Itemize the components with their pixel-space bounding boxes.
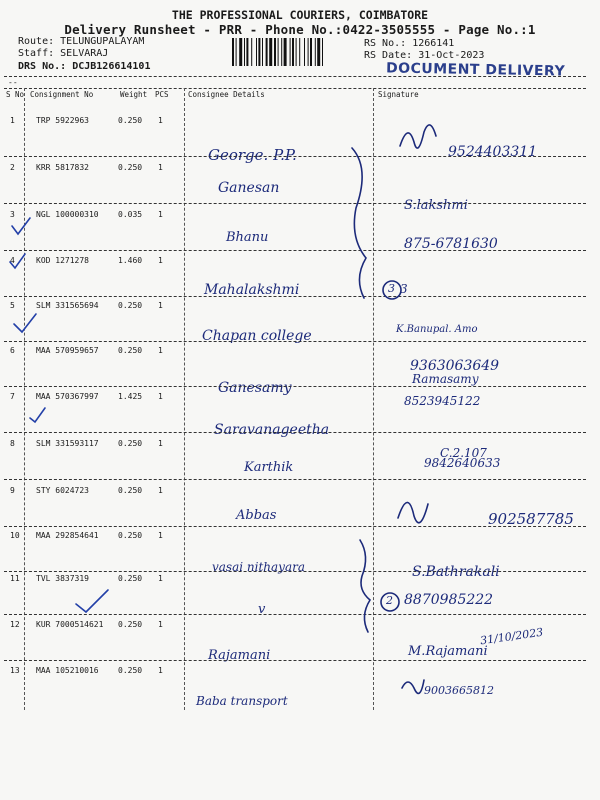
row-pcs: 1 <box>158 256 163 265</box>
row-weight: 0.250 <box>118 486 143 495</box>
row-sno: 10 <box>10 531 20 540</box>
row-sno: 5 <box>10 301 15 310</box>
row-consignee: Rajamani <box>208 648 271 663</box>
brackets <box>352 148 370 632</box>
row-sno: 12 <box>10 620 20 629</box>
row-sno: 1 <box>10 116 15 125</box>
row-consignee: Saravanageetha <box>214 422 330 438</box>
row-consignee: Abbas <box>236 508 277 523</box>
row-consignment: SLM 331565694 <box>36 301 99 310</box>
col-consignment: Consignment No <box>30 90 94 99</box>
row-weight: 0.250 <box>118 620 143 629</box>
row-weight: 1.425 <box>118 392 143 401</box>
divider-mark: -- <box>8 78 18 87</box>
row-consignment: MAA 105210016 <box>36 666 99 675</box>
row-signature: S.Bathrakali <box>412 564 500 580</box>
company-title: THE PROFESSIONAL COURIERS, COIMBATORE <box>171 8 429 22</box>
row-consignment: MAA 570367997 <box>36 392 99 401</box>
row-consignment: KOD 1271278 <box>36 256 89 265</box>
rs-no-line: RS No.: 1266141 <box>364 38 455 49</box>
row-weight: 0.250 <box>118 163 143 172</box>
row-consignee: v <box>258 602 266 617</box>
row-consignment: NGL 100000310 <box>36 210 99 219</box>
row-weight: 0.250 <box>118 666 143 675</box>
check-marks <box>10 218 108 612</box>
col-consignee: Consignee Details <box>188 90 265 99</box>
row-sno: 7 <box>10 392 15 401</box>
circle-label-row4: 3 <box>388 282 395 295</box>
row-sno: 4 <box>10 256 15 265</box>
row-consignee: Baba transport <box>196 694 288 708</box>
row-signature: S.lakshmi <box>404 198 468 213</box>
staff-line: Staff: SELVARAJ <box>18 48 109 59</box>
row-signature: 3 <box>400 282 408 296</box>
row-consignment: MAA 570959657 <box>36 346 99 355</box>
row-sno: 13 <box>10 666 20 675</box>
row-consignment: TVL 3837319 <box>36 574 89 583</box>
row-consignee: George. P.P. <box>208 146 297 164</box>
signature-scribbles <box>398 125 436 694</box>
row-consignee: Bhanu <box>226 230 269 245</box>
row-pcs: 1 <box>158 486 163 495</box>
row-consignee: Ganesan <box>218 180 280 196</box>
row-pcs: 1 <box>158 392 163 401</box>
row-sno: 3 <box>10 210 15 219</box>
row-pcs: 1 <box>158 439 163 448</box>
row-consignment: STY 6024723 <box>36 486 89 495</box>
row-weight: 0.250 <box>118 346 143 355</box>
row-weight: 1.460 <box>118 256 143 265</box>
row-signature: M.Rajamani <box>408 644 488 659</box>
row-signature: 9842640633 <box>424 456 501 470</box>
row-consignment: TRP 5922963 <box>36 116 89 125</box>
row-pcs: 1 <box>158 210 163 219</box>
row-signature: 9363063649 <box>410 358 500 374</box>
document-delivery-stamp: DOCUMENT DELIVERY <box>385 60 566 80</box>
rs-date-line: RS Date: 31-Oct-2023 <box>364 50 485 61</box>
row-sno: 11 <box>10 574 20 583</box>
row-sno: 9 <box>10 486 15 495</box>
row-consignment: SLM 331593117 <box>36 439 99 448</box>
row-signature: 9524403311 <box>448 144 538 160</box>
route-line: Route: TELUNGUPALAYAM <box>18 36 145 47</box>
col-weight: Weight <box>120 90 148 99</box>
drs-line: DRS No.: DCJB126614101 <box>18 61 151 72</box>
row-pcs: 1 <box>158 620 163 629</box>
row-weight: 0.250 <box>118 574 143 583</box>
row-signature: 8870985222 <box>404 592 494 608</box>
row-pcs: 1 <box>158 666 163 675</box>
row-sno: 6 <box>10 346 15 355</box>
circle-label-row11: 2 <box>386 594 393 607</box>
row-signature: K.Banupal. Amo <box>396 324 478 335</box>
row-weight: 0.035 <box>118 210 143 219</box>
row-consignment: KUR 7000514621 <box>36 620 104 629</box>
row-weight: 0.250 <box>118 439 143 448</box>
annotation-date: 31/10/2023 <box>479 625 545 648</box>
row-pcs: 1 <box>158 116 163 125</box>
row-consignee: Ganesamy <box>218 380 292 396</box>
row-pcs: 1 <box>158 531 163 540</box>
annotation-room: C.2.107 <box>440 446 487 460</box>
row-signature: 902587785 <box>488 510 574 528</box>
row-signature: 9003665812 <box>424 684 494 697</box>
row-pcs: 1 <box>158 163 163 172</box>
row-consignment: KRR 5817832 <box>36 163 89 172</box>
row-consignee: Mahalakshmi <box>204 282 300 298</box>
row-signature: 8523945122 <box>404 394 481 408</box>
row-signature: 875-6781630 <box>404 236 498 252</box>
annotation-ramasamy: Ramasamy <box>412 372 479 386</box>
row-consignment: MAA 292854641 <box>36 531 99 540</box>
row-weight: 0.250 <box>118 301 143 310</box>
row-consignee: Karthik <box>244 460 294 475</box>
row-pcs: 1 <box>158 574 163 583</box>
col-pcs: PCS <box>155 90 169 99</box>
row-sno: 8 <box>10 439 15 448</box>
row-sno: 2 <box>10 163 15 172</box>
runsheet-subtitle: Delivery Runsheet - PRR - Phone No.:0422-3505555 - Page No.:1 <box>64 22 536 37</box>
row-weight: 0.250 <box>118 531 143 540</box>
row-pcs: 1 <box>158 301 163 310</box>
row-consignee: vasai nithayara <box>212 560 305 574</box>
row-pcs: 1 <box>158 346 163 355</box>
row-consignee: Chapan college <box>202 328 312 344</box>
col-signature: Signature <box>378 90 419 99</box>
col-sno: S No <box>6 90 25 99</box>
row-weight: 0.250 <box>118 116 143 125</box>
